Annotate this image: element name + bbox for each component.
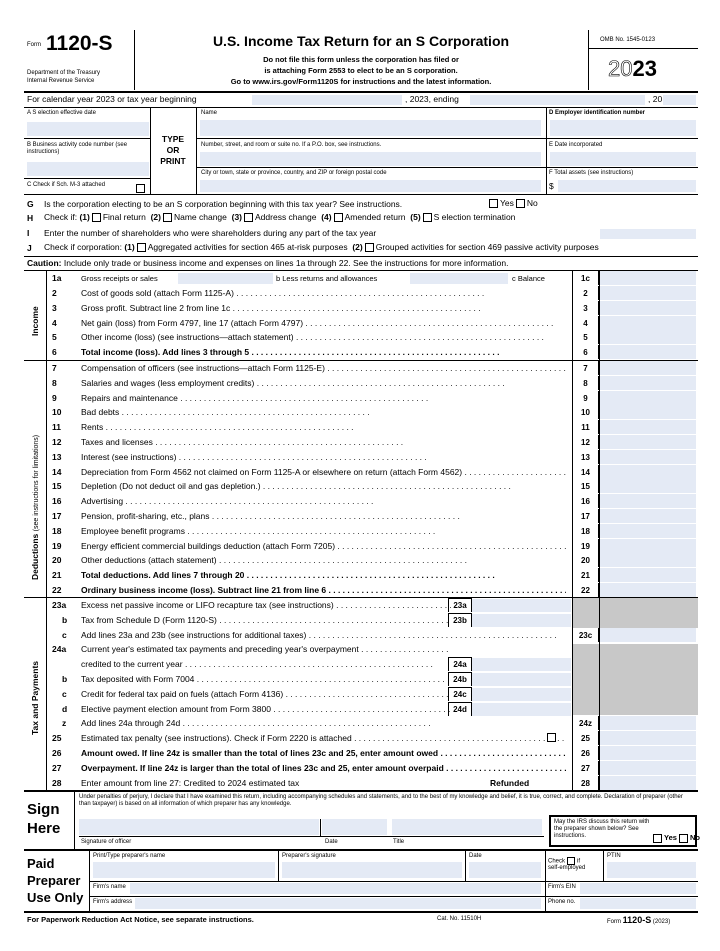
- line-number: 25: [52, 733, 62, 744]
- line-box-label: 4: [573, 316, 599, 330]
- line-amount-field[interactable]: [600, 524, 696, 538]
- line-box-label: 26: [573, 746, 599, 760]
- final-return-checkbox[interactable]: [92, 213, 101, 222]
- line-label: Pension, profit-sharing, etc., plans . . .: [81, 509, 460, 524]
- deductions-line-row: [0, 391, 720, 406]
- line-number: 23a: [52, 600, 67, 610]
- deductions-line-row: [0, 450, 720, 465]
- line-number: 8: [52, 377, 57, 388]
- line-amount-field[interactable]: [600, 420, 696, 434]
- line-number: 15: [52, 481, 62, 492]
- line-number: b: [62, 614, 68, 625]
- line-label: Add lines 24a through 24d . . .: [81, 716, 431, 731]
- line-h-lead: Check if:: [44, 212, 78, 222]
- line-box-label: 7: [573, 361, 599, 375]
- grouped-activities-checkbox[interactable]: [365, 243, 374, 252]
- line-box-label: 17: [573, 509, 599, 523]
- line-box-label: 25: [573, 731, 599, 745]
- inner-amount-field[interactable]: [472, 658, 571, 671]
- ein-field[interactable]: [550, 120, 696, 136]
- line-label: Current year's estimated tax payments and preceding year's overpayment . . .: [81, 642, 451, 657]
- line-amount-field[interactable]: [600, 479, 696, 493]
- total-assets-field[interactable]: [558, 180, 696, 192]
- line-number: 6: [52, 347, 57, 358]
- inner-box-label: 24c: [448, 687, 472, 701]
- discuss-text: May the IRS discuss this return with the preparer shown below? See instructions.: [554, 819, 650, 839]
- preparer-signature-field[interactable]: [282, 862, 462, 878]
- deductions-line-row: [0, 376, 720, 391]
- officer-signature-field[interactable]: [79, 819, 319, 835]
- deductions-line-row: [0, 465, 720, 480]
- calendar-ending-label: , 2023, ending: [405, 94, 459, 104]
- name-change-checkbox[interactable]: [163, 213, 172, 222]
- line-amount-field[interactable]: [600, 450, 696, 464]
- line-amount-field[interactable]: [600, 761, 696, 775]
- line-label: Net gain (loss) from Form 4797, line 17 (attach Form 4797) . . .: [81, 316, 553, 331]
- line-box-label: 19: [573, 539, 599, 553]
- inner-amount-field[interactable]: [472, 599, 571, 612]
- deductions-line-row: [0, 405, 720, 420]
- preparer-date-label: Date: [469, 853, 482, 859]
- tax-year-end-field[interactable]: [470, 95, 645, 105]
- date-incorporated-field[interactable]: [550, 152, 696, 166]
- h2-num: (2): [150, 212, 161, 222]
- shareholders-count-field[interactable]: [600, 229, 696, 239]
- form-word: Form: [27, 42, 41, 48]
- line-number: 2: [52, 288, 57, 298]
- line-h-letter: H: [27, 213, 34, 223]
- line-box-label: 11: [573, 420, 599, 434]
- line-box-label: 16: [573, 494, 599, 508]
- inner-amount-field[interactable]: [472, 614, 571, 627]
- line-amount-field[interactable]: [600, 465, 696, 479]
- line-box-label: 6: [573, 345, 599, 359]
- address-change-checkbox[interactable]: [244, 213, 253, 222]
- form-title: U.S. Income Tax Return for an S Corporation: [212, 33, 510, 49]
- deductions-line-row: [0, 524, 720, 539]
- line-label: Bad debts . . .: [81, 405, 370, 420]
- preparer-name-field[interactable]: [93, 862, 275, 878]
- line-number: 27: [52, 762, 62, 773]
- j1-num: (1): [124, 242, 135, 252]
- caution-lead: Caution:: [27, 258, 62, 268]
- footer-notice: For Paperwork Reduction Act Notice, see separate instructions.: [27, 915, 254, 924]
- line-number: 20: [52, 555, 62, 566]
- line-label: Other deductions (attach statement) . . .: [81, 553, 467, 568]
- preparer-title: Paid Preparer Use Only: [27, 856, 84, 905]
- line-amount-field[interactable]: [600, 361, 696, 375]
- city-label: City or town, state or province, country, and ZIP or foreign postal code: [201, 170, 387, 176]
- line-amount-field[interactable]: [600, 286, 696, 300]
- final-return-label: Final return: [102, 212, 146, 222]
- line-label: Credit for federal tax paid on fuels (attach Form 4136) . . .: [81, 687, 451, 702]
- line-1a-label: Gross receipts or sales: [81, 274, 158, 283]
- line-amount-field[interactable]: [600, 746, 696, 760]
- line-j-lead: Check if corporation:: [44, 242, 122, 252]
- line-i-text: Enter the number of shareholders who were shareholders during any part of the tax year: [44, 228, 377, 238]
- deductions-line-row: [0, 539, 720, 554]
- firm-ein-field[interactable]: [580, 883, 696, 894]
- line-box-label: 15: [573, 479, 599, 493]
- amended-return-label: Amended return: [344, 212, 406, 222]
- g-no-label: No: [526, 198, 538, 208]
- firm-name-field[interactable]: [130, 883, 541, 894]
- h1-num: (1): [79, 212, 90, 222]
- line-number: z: [62, 718, 67, 729]
- line-amount-field[interactable]: [600, 583, 696, 597]
- line-number: 28: [52, 777, 62, 788]
- line-box-label: 9: [573, 391, 599, 405]
- inner-box-label: 24a: [448, 657, 472, 671]
- line-label: Total income (loss). Add lines 3 through 5 . . .: [81, 345, 499, 360]
- line-amount-field[interactable]: [600, 539, 696, 553]
- s-election-termination-checkbox[interactable]: [423, 213, 432, 222]
- income-line-row: [0, 345, 720, 360]
- line-box-label: 23c: [573, 628, 599, 642]
- inner-amount-field[interactable]: [472, 673, 571, 686]
- sig-title-label: Title: [393, 839, 405, 845]
- line-amount-field[interactable]: [600, 568, 696, 582]
- line-label: Advertising . . .: [81, 494, 373, 509]
- perjury-statement: Under penalties of perjury, I declare that I have examined this return, including accompanying schedules and statements, and to the best of my knowledge and belief, it is true, correct, and complete. Declaration of preparer (other than taxpayer) is based on all information of which preparer has any knowledge.: [79, 794, 683, 807]
- g-yes-label: Yes: [500, 198, 514, 208]
- sign-title-2: Here: [27, 820, 61, 837]
- line-number: 14: [52, 466, 62, 477]
- phone-label: Phone no.: [548, 899, 576, 905]
- street-label: Number, street, and room or suite no. If a P.O. box, see instructions.: [201, 142, 382, 148]
- line-label: Depletion (Do not deduct oil and gas depletion.) . . .: [81, 479, 511, 494]
- line-box-label: 27: [573, 761, 599, 775]
- line-number: 10: [52, 407, 62, 418]
- gross-receipts-field[interactable]: [178, 273, 273, 284]
- tax-line-row: [0, 642, 720, 672]
- line-f-label: F Total assets (see instructions): [549, 170, 634, 176]
- deductions-line-row: [0, 361, 720, 376]
- phone-field[interactable]: [580, 898, 696, 909]
- line-number: b: [62, 674, 68, 684]
- line-label-cont: credited to the current year . . .: [81, 657, 433, 672]
- city-state-zip-field[interactable]: [200, 180, 541, 192]
- line-label: Overpayment. If line 24z is larger than the total of lines 23c and 25, enter amount overpaid . . .: [81, 761, 566, 776]
- line-box-label: 10: [573, 405, 599, 419]
- deductions-line-row: [0, 479, 720, 494]
- tax-line-row: [0, 746, 720, 761]
- line-number: 9: [52, 392, 57, 403]
- amended-return-checkbox[interactable]: [334, 213, 343, 222]
- tax-payments-section-label: Tax and Payments: [30, 660, 40, 735]
- business-activity-code-field[interactable]: [27, 162, 149, 176]
- discuss-yes-label: Yes: [664, 833, 677, 842]
- line-amount-field[interactable]: [600, 391, 696, 405]
- tax-line-row: [0, 598, 720, 613]
- tax-line-row: [0, 776, 720, 791]
- g-yes-checkbox[interactable]: [489, 199, 498, 208]
- line-label: Rents . . .: [81, 420, 354, 435]
- line-b-label: B Business activity code number (see instructions): [27, 142, 128, 155]
- line-amount-field[interactable]: [600, 716, 696, 730]
- officer-title-field[interactable]: [392, 819, 542, 835]
- returns-allowances-field[interactable]: [410, 273, 508, 284]
- line-1c-amount[interactable]: [600, 271, 696, 285]
- s-election-termination-label: S election termination: [433, 212, 516, 222]
- line-amount-field[interactable]: [600, 509, 696, 523]
- line-label: Amount owed. If line 24z is smaller than the total of lines 23c and 25, enter amount owed . . .: [81, 746, 566, 761]
- sig-date-label: Date: [325, 839, 338, 845]
- footer-cat-no: Cat. No. 11510H: [437, 916, 482, 922]
- line-a-label: A S election effective date: [27, 110, 96, 116]
- line-amount-field[interactable]: [600, 345, 696, 359]
- line-amount-field[interactable]: [600, 776, 696, 790]
- caution-text: Include only trade or business income and expenses on lines 1a through 22. See the instructions for more information.: [63, 258, 509, 268]
- line-box-label: 14: [573, 465, 599, 479]
- line-1c-box: 1c: [573, 271, 599, 285]
- line-1-row: [0, 271, 720, 286]
- corporation-name-field[interactable]: [200, 120, 541, 136]
- income-line-row: [0, 316, 720, 331]
- preparer-name-label: Print/Type preparer's name: [93, 853, 166, 859]
- name-label: Name: [201, 110, 218, 116]
- self-employed-if-label: if: [577, 858, 581, 865]
- type-or-print: TYPE OR PRINT: [160, 134, 186, 166]
- line-g-letter: G: [27, 199, 34, 209]
- tax-line-row: [0, 716, 720, 731]
- line-number: 24a: [52, 644, 67, 655]
- tax-year-begin-field[interactable]: [252, 95, 402, 105]
- preparer-sig-label: Preparer's signature: [282, 853, 336, 859]
- dept-line-1: Department of the Treasury: [27, 70, 101, 76]
- preparer-date-field[interactable]: [469, 862, 541, 878]
- deductions-section-label: Deductions (see instructions for limitations): [30, 434, 40, 580]
- line-number: c: [62, 688, 67, 699]
- ptin-label: PTIN: [607, 853, 621, 859]
- line-c-label: C Check if Sch. M-3 attached: [27, 182, 106, 188]
- line-label: Energy efficient commercial buildings deduction (attach Form 7205) . . .: [81, 539, 566, 554]
- line-label: Other income (loss) (see instructions—attach statement) . . .: [81, 330, 544, 345]
- inner-box-label: 23b: [448, 613, 472, 627]
- discuss-no-checkbox[interactable]: [679, 834, 688, 843]
- tax-line-row: [0, 761, 720, 776]
- line-label: Interest (see instructions) . . .: [81, 450, 427, 465]
- tax-line-row: [0, 672, 720, 687]
- tax-line-row: [0, 687, 720, 702]
- line-number: d: [62, 703, 68, 714]
- line-label: Total deductions. Add lines 7 through 20 . . .: [81, 568, 495, 583]
- line-box-label: 21: [573, 568, 599, 582]
- line-label: Estimated tax penalty (see instructions). Check if Form 2220 is attached . . .: [81, 731, 566, 746]
- instruction-3: Go to www.irs.gov/Form1120S for instructions and the latest information.: [230, 77, 492, 86]
- firm-name-label: Firm's name: [93, 884, 126, 890]
- line-number: 4: [52, 317, 57, 328]
- self-employed-checkbox[interactable]: [567, 857, 575, 865]
- line-number: 19: [52, 540, 62, 551]
- deductions-line-row: [0, 420, 720, 435]
- line-d-label: D Employer identification number: [549, 110, 646, 116]
- inner-box-label: 24d: [448, 702, 472, 716]
- line-number: 16: [52, 496, 62, 507]
- line-box-label: 20: [573, 553, 599, 567]
- line-number: 26: [52, 748, 62, 758]
- g-no-checkbox[interactable]: [516, 199, 525, 208]
- income-line-row: [0, 301, 720, 316]
- footer-form-id: Form 1120-S (2023): [607, 915, 671, 925]
- line-box-label: 8: [573, 376, 599, 390]
- self-employed-check-label: Check: [548, 858, 566, 865]
- tax-line-row: [0, 613, 720, 628]
- line-box-label: 28: [573, 776, 599, 790]
- line-box-label: 12: [573, 435, 599, 449]
- sch-m3-checkbox[interactable]: [136, 184, 145, 193]
- officer-date-field[interactable]: [322, 819, 387, 835]
- line-box-label: 24z: [573, 716, 599, 730]
- address-change-label: Address change: [255, 212, 317, 222]
- calendar-year-label: For calendar year 2023 or tax year beginning: [27, 94, 197, 104]
- line-label: Excess net passive income or LIFO recapture tax (see instructions) . . .: [81, 598, 451, 613]
- line-label: Taxes and licenses . . .: [81, 435, 403, 450]
- aggregated-activities-checkbox[interactable]: [137, 243, 146, 252]
- line-box-label: 13: [573, 450, 599, 464]
- deductions-line-row: [0, 568, 720, 583]
- line-label: Add lines 23a and 23b (see instructions for additional taxes) . . .: [81, 628, 557, 643]
- line-label: Ordinary business income (loss). Subtract line 21 from line 6 . . .: [81, 583, 566, 598]
- line-1b-label: b Less returns and allowances: [276, 274, 378, 283]
- inner-box-label: 24b: [448, 672, 472, 686]
- s-election-date-field[interactable]: [27, 122, 149, 136]
- line-amount-field[interactable]: [600, 628, 696, 642]
- line-number: 13: [52, 451, 62, 462]
- h3-num: (3): [231, 212, 243, 222]
- self-employed-label: self-employed: [548, 865, 586, 872]
- line-number: 22: [52, 585, 62, 595]
- sign-title-1: Sign: [27, 801, 60, 818]
- instruction-1: Do not file this form unless the corporation has filed or: [263, 55, 459, 64]
- line-number: 11: [52, 422, 61, 433]
- line-number: 17: [52, 511, 62, 521]
- tax-line-row: [0, 731, 720, 746]
- line-number: 18: [52, 525, 62, 536]
- line-amount-field[interactable]: [600, 435, 696, 449]
- street-address-field[interactable]: [200, 152, 541, 166]
- h5-num: (5): [410, 212, 421, 222]
- discuss-box: [549, 815, 700, 847]
- line-g-text: Is the corporation electing to be an S corporation beginning with this tax year? See instructions.: [44, 199, 403, 209]
- line-amount-field[interactable]: [600, 731, 696, 745]
- caution-line: [27, 258, 508, 268]
- firm-address-label: Firm's address: [93, 899, 133, 905]
- tax-line-row: [0, 628, 720, 643]
- line-label: Gross profit. Subtract line 2 from line 1c . . .: [81, 301, 481, 316]
- name-change-label: Name change: [173, 212, 227, 222]
- line-number: 12: [52, 437, 62, 447]
- form-2220-checkbox[interactable]: [547, 733, 556, 742]
- line-amount-field[interactable]: [600, 316, 696, 330]
- tax-year-end-yy-field[interactable]: [663, 95, 696, 105]
- line-i-letter: I: [27, 228, 30, 238]
- line-label: Tax deposited with Form 7004 . . .: [81, 672, 445, 687]
- line-number: 5: [52, 332, 57, 343]
- line-box-label: 18: [573, 524, 599, 538]
- line-box-label: 3: [573, 301, 599, 315]
- line-number: 21: [52, 570, 62, 581]
- line-label: Enter amount from line 27: Credited to 2024 estimated tax: [81, 777, 300, 788]
- income-section-label: Income: [30, 306, 40, 336]
- refunded-label: Refunded: [490, 777, 530, 788]
- ptin-field[interactable]: [607, 862, 696, 878]
- line-label: Tax from Schedule D (Form 1120-S) . . .: [81, 613, 451, 628]
- line-number: c: [62, 629, 67, 640]
- tax-year: 2023: [608, 56, 657, 81]
- discuss-yes-checkbox[interactable]: [653, 834, 662, 843]
- deductions-line-row: [0, 583, 720, 598]
- line-amount-field[interactable]: [600, 494, 696, 508]
- form-number: 1120-S: [46, 32, 113, 55]
- dollar-sign: $: [549, 181, 554, 191]
- j2-num: (2): [352, 242, 363, 252]
- tax-line-row: [0, 702, 720, 717]
- inner-box-label: 23a: [448, 598, 472, 612]
- deductions-line-row: [0, 494, 720, 509]
- line-1c-label: c Balance: [512, 274, 545, 283]
- line-number: 7: [52, 363, 57, 373]
- income-line-row: [0, 330, 720, 345]
- discuss-no-label: No: [689, 833, 700, 842]
- grouped-activities-label: Grouped activities for section 469 passive activity purposes: [375, 242, 599, 252]
- line-amount-field[interactable]: [600, 301, 696, 315]
- line-box-label: 5: [573, 330, 599, 344]
- firm-address-field[interactable]: [135, 898, 541, 909]
- line-label: Cost of goods sold (attach Form 1125-A) . . .: [81, 286, 484, 301]
- line-label: Employee benefit programs . . .: [81, 524, 435, 539]
- h4-num: (4): [321, 212, 332, 222]
- deductions-line-row: [0, 509, 720, 524]
- income-line-row: [0, 286, 720, 301]
- firm-ein-label: Firm's EIN: [548, 884, 576, 890]
- line-amount-field[interactable]: [600, 330, 696, 344]
- line-number: 3: [52, 302, 57, 313]
- deductions-line-row: [0, 435, 720, 450]
- line-amount-field[interactable]: [600, 405, 696, 419]
- line-amount-field[interactable]: [600, 553, 696, 567]
- aggregated-activities-label: Aggregated activities for section 465 at-risk purposes: [147, 242, 348, 252]
- line-label: Elective payment election amount from Form 3800 . . .: [81, 702, 451, 717]
- inner-amount-field[interactable]: [472, 703, 571, 716]
- line-box-label: 2: [573, 286, 599, 300]
- line-e-label: E Date incorporated: [549, 142, 603, 148]
- line-j-letter: J: [27, 243, 32, 253]
- dept-line-2: Internal Revenue Service: [27, 78, 95, 84]
- instruction-2: is attaching Form 2553 to elect to be an S corporation.: [264, 66, 458, 75]
- line-1a-number: 1a: [52, 273, 62, 283]
- line-amount-field[interactable]: [600, 376, 696, 390]
- inner-amount-field[interactable]: [472, 688, 571, 701]
- sig-officer-label: Signature of officer: [81, 839, 132, 845]
- line-label: Repairs and maintenance . . .: [81, 391, 428, 406]
- omb-number: OMB No. 1545-0123: [600, 37, 656, 43]
- calendar-year-tail: , 20: [648, 94, 663, 104]
- deductions-line-row: [0, 553, 720, 568]
- line-label: Salaries and wages (less employment credits) . . .: [81, 376, 505, 391]
- line-box-label: 22: [573, 583, 599, 597]
- line-label: Compensation of officers (see instructions—attach Form 1125-E) . . .: [81, 361, 566, 376]
- line-label: Depreciation from Form 4562 not claimed on Form 1125-A or elsewhere on return (attach Form 4562) . . .: [81, 465, 566, 480]
